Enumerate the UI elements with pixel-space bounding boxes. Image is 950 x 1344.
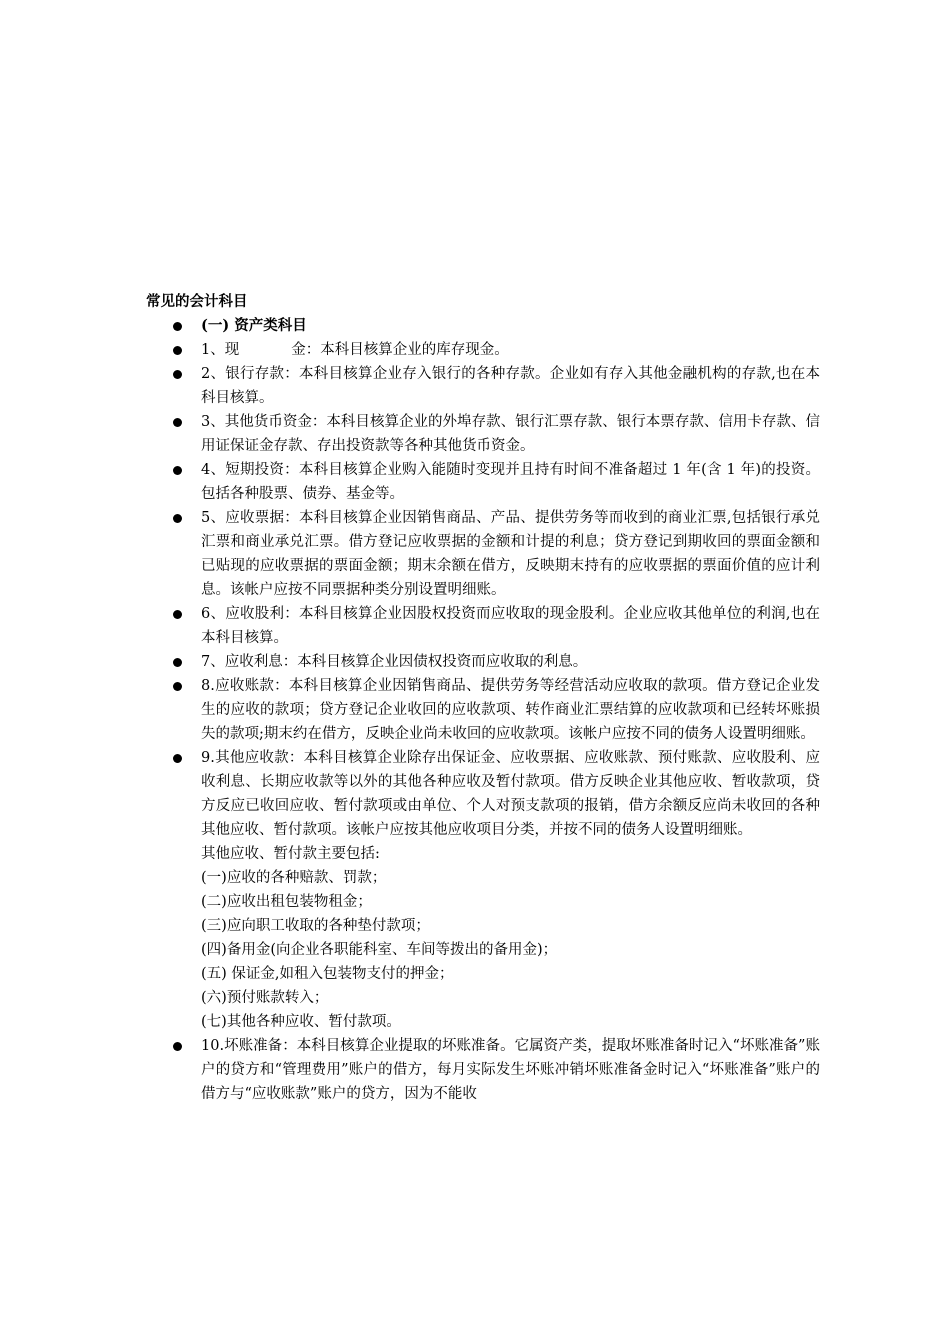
item-text: 2、银行存款：本科目核算企业存入银行的各种存款。企业如有存入其他金融机构的存款,也在本科目核算。: [201, 366, 820, 406]
document-title: 常见的会计科目: [146, 293, 248, 310]
bullet-icon: [173, 610, 182, 619]
list-item: [170, 506, 820, 602]
sub-item: (六)预付账款转入；: [201, 990, 329, 1006]
bullet-icon: [173, 466, 182, 475]
bullet-icon: [173, 346, 182, 355]
list-item: [170, 650, 820, 674]
item-text: 6、应收股利：本科目核算企业因股权投资而应收取的现金股利。企业应收其他单位的利润,也在本科目核算。: [201, 606, 820, 646]
item-text: [201, 338, 820, 362]
list-item: [170, 602, 820, 650]
bullet-icon: [173, 514, 182, 523]
item-text: 3、其他货币资金：本科目核算企业的外埠存款、银行汇票存款、银行本票存款、信用卡存款、信用证保证金存款、存出投资款等各种其他货币资金。: [201, 414, 820, 454]
item-label-prefix: 1、现: [201, 342, 240, 358]
item-text: 4、短期投资：本科目核算企业购入能随时变现并且持有时间不准备超过 1 年(含 1 年)的投资。包括各种股票、债券、基金等。: [201, 462, 820, 502]
section-heading: (一) 资产类科目: [201, 317, 307, 334]
sub-item: (七)其他各种应收、暂付款项。: [201, 1014, 401, 1030]
list-item: [170, 1034, 820, 1106]
list-item: [170, 458, 820, 506]
list-item: [170, 338, 820, 362]
bullet-icon: [173, 322, 182, 331]
list-item: [170, 746, 820, 1034]
bullet-icon: [173, 370, 182, 379]
item-text: 10.坏账准备：本科目核算企业提取的坏账准备。它属资产类，提取坏账准备时记入“坏账准备”账户的贷方和“管理费用”账户的借方，每月实际发生坏账冲销坏账准备金时记入“坏账准备”账户的借方与“应收账款”账户的贷方，因为不能收: [201, 1038, 820, 1102]
bullet-icon: [173, 754, 182, 763]
account-list: [170, 314, 820, 1106]
item-text: 9.其他应收款：本科目核算企业除存出保证金、应收票据、应收账款、预付账款、应收股利、应收利息、长期应收款等以外的其他各种应收及暂付款项。借方反映企业其他应收、暂收款项，贷方反应已收回应收、暂付款项或由单位、个人对预支款项的报销，借方余额反应尚未收回的各种其他应收、暂付款项。该帐户应按其他应收项目分类，并按不同的债务人设置明细账。: [201, 750, 820, 838]
sub-item: (五) 保证金,如租入包装物支付的押金；: [201, 966, 454, 982]
sub-item: (四)备用金(向企业各职能科室、车间等拨出的备用金)；: [201, 942, 558, 958]
item-text: 7、应收利息：本科目核算企业因债权投资而应收取的利息。: [201, 654, 588, 670]
item-label-suffix: 金：本科目核算企业的库存现金。: [291, 342, 509, 358]
bullet-icon: [173, 418, 182, 427]
list-item: [170, 410, 820, 458]
item-text: 8.应收账款：本科目核算企业因销售商品、提供劳务等经营活动应收取的款项。借方登记企业发生的应收的款项；贷方登记企业收回的应收款项、转作商业汇票结算的应收款项和已经转坏账损失的款项;期末约在借方，反映企业尚未收回的应收款项。该帐户应按不同的债务人设置明细账。: [201, 678, 820, 742]
item-text: 5、应收票据：本科目核算企业因销售商品、产品、提供劳务等而收到的商业汇票,包括银行承兑汇票和商业承兑汇票。借方登记应收票据的金额和计提的利息；贷方登记到期收回的票面金额和已贴现的应收票据的票面金额；期末余额在借方，反映期末持有的应收票据的票面价值的应计利息。该帐户应按不同票据种类分别设置明细账。: [201, 510, 820, 598]
bullet-icon: [173, 658, 182, 667]
sub-item: (三)应向职工收取的各种垫付款项；: [201, 918, 430, 934]
list-item: [170, 674, 820, 746]
list-item: [170, 314, 820, 338]
sub-item: 其他应收、暂付款主要包括:: [201, 846, 380, 862]
list-item: [170, 362, 820, 410]
sub-item: (二)应收出租包装物租金；: [201, 894, 372, 910]
bullet-icon: [173, 1042, 182, 1051]
sub-item: (一)应收的各种赔款、罚款；: [201, 870, 387, 886]
bullet-icon: [173, 682, 182, 691]
